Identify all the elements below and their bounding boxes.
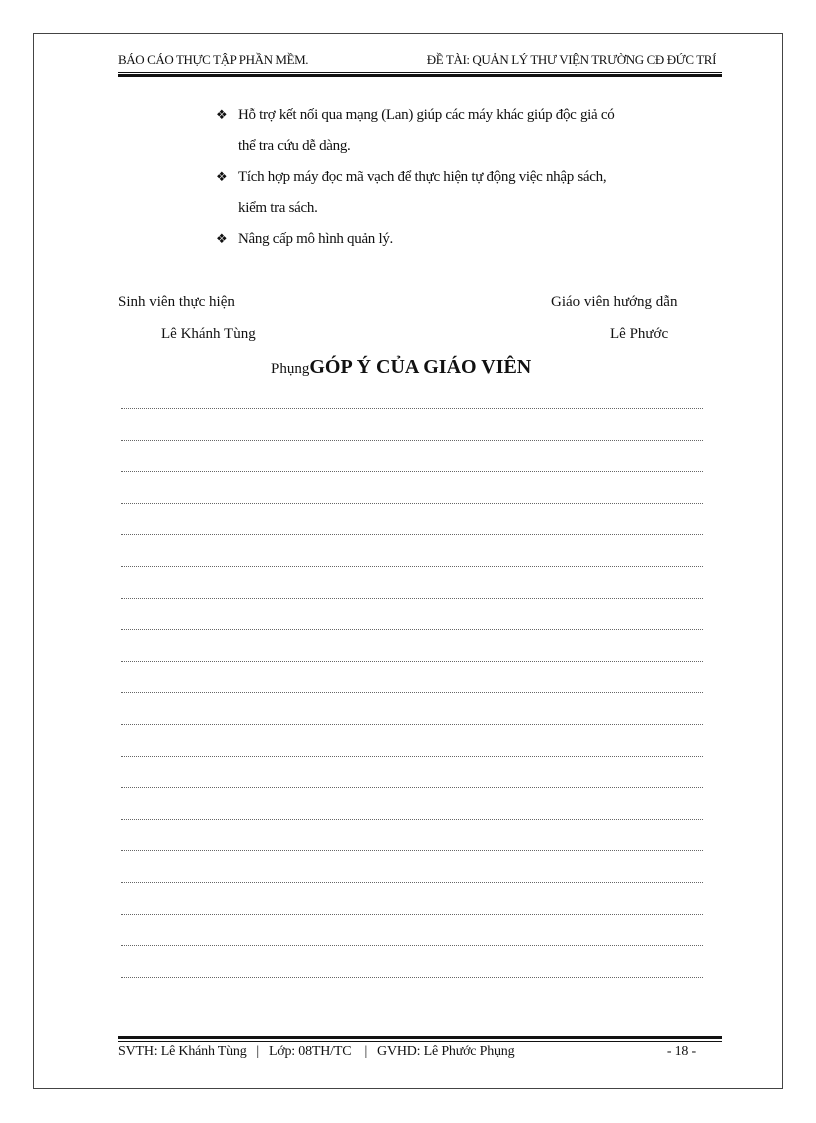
comment-line <box>121 440 703 472</box>
header-rule-thin <box>118 72 722 73</box>
footer-credits: SVTH: Lê Khánh Tùng | Lớp: 08TH/TC | GVHD: Lê Phước Phụng <box>118 1044 515 1059</box>
comment-line <box>121 787 703 819</box>
list-item <box>214 162 714 224</box>
comment-line <box>121 850 703 882</box>
comment-line <box>121 692 703 724</box>
comment-line <box>121 661 703 693</box>
teacher-name: Lê Phước <box>610 326 669 342</box>
comment-line <box>121 629 703 661</box>
bullet-text-line: Tích hợp máy đọc mã vạch để thực hiện tự động việc nhập sách, <box>238 169 607 185</box>
student-name: Lê Khánh Tùng <box>161 326 256 342</box>
diamond-bullet-icon: ❖ <box>216 108 228 123</box>
page-number: - 18 - <box>666 1044 696 1059</box>
comment-line <box>121 977 703 1009</box>
comment-line <box>121 819 703 851</box>
bullet-text-line: Nâng cấp mô hình quản lý. <box>238 231 393 247</box>
section-title-prefix: Phụng <box>271 361 310 377</box>
section-title-text: GÓP Ý CỦA GIÁO VIÊN <box>309 356 532 378</box>
page-header <box>118 52 722 72</box>
comment-line <box>121 945 703 977</box>
footer-rule-thick <box>118 1036 722 1039</box>
comment-line <box>121 882 703 914</box>
footer-rule-thin <box>118 1041 722 1042</box>
list-item <box>214 100 714 162</box>
comment-line <box>121 408 703 440</box>
bullet-list <box>214 100 714 255</box>
comment-line <box>121 756 703 788</box>
teacher-signature-title: Giáo viên hướng dẫn <box>551 294 678 310</box>
header-report-title: BÁO CÁO THỰC TẬP PHẦN MỀM. <box>118 52 309 67</box>
bullet-text-line: thể tra cứu dễ dàng. <box>238 138 351 154</box>
section-title <box>271 356 531 379</box>
header-topic: ĐỀ TÀI: QUẢN LÝ THƯ VIỆN TRƯỜNG CĐ ĐỨC TRÍ <box>426 52 716 67</box>
comment-line <box>121 471 703 503</box>
header-rule-thick <box>118 74 722 77</box>
bullet-text-line: Hỗ trợ kết nối qua mạng (Lan) giúp các máy khác giúp độc giả có <box>238 107 615 123</box>
comment-line <box>121 598 703 630</box>
comment-lines <box>121 408 703 1008</box>
list-item <box>214 224 714 255</box>
comment-line <box>121 724 703 756</box>
bullet-text-line: kiểm tra sách. <box>238 200 318 216</box>
student-signature-title: Sinh viên thực hiện <box>118 294 235 310</box>
diamond-bullet-icon: ❖ <box>216 170 228 185</box>
diamond-bullet-icon: ❖ <box>216 232 228 247</box>
comment-line <box>121 566 703 598</box>
comment-line <box>121 914 703 946</box>
comment-line <box>121 503 703 535</box>
comment-line <box>121 534 703 566</box>
